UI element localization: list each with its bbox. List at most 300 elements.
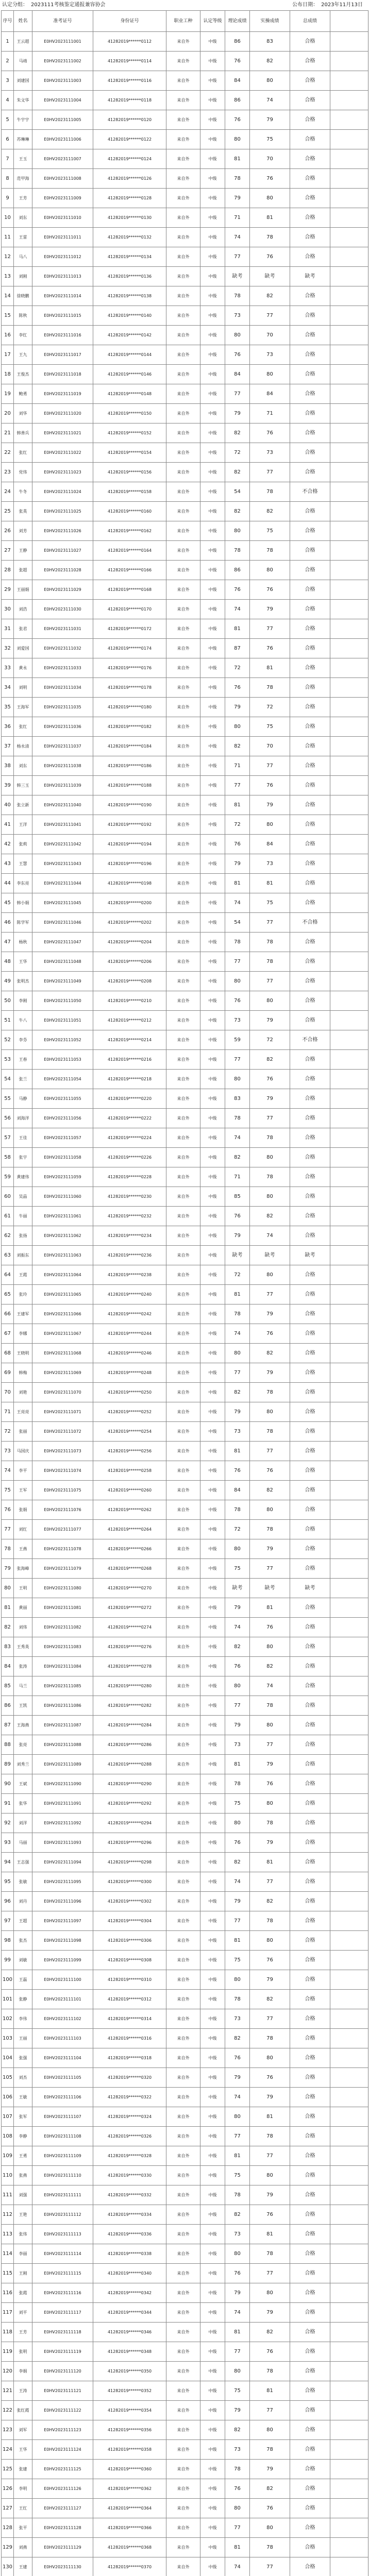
- cell-no: 51: [2, 1011, 14, 1030]
- cell-result: 合格: [290, 91, 330, 110]
- cell-blank: [330, 1951, 368, 1970]
- cell-theory: 81: [225, 1285, 250, 1304]
- cell-result: 缺考: [290, 1579, 330, 1598]
- cell-level: 中级: [200, 2107, 225, 2127]
- cell-no: 56: [2, 1109, 14, 1128]
- cell-blank: [330, 1970, 368, 1990]
- cell-level: 中级: [200, 600, 225, 619]
- table-row: [2, 32, 368, 52]
- cell-id-no: 41282019******0358: [93, 2440, 166, 2460]
- table-row: [2, 658, 368, 678]
- cell-practice: 70: [250, 149, 290, 169]
- cell-exam-no: E0HV2023111001: [32, 32, 93, 52]
- cell-theory: 72: [225, 815, 250, 835]
- cell-theory: 78: [225, 2185, 250, 2205]
- table-row: [2, 933, 368, 952]
- cell-theory: 78: [225, 1990, 250, 2009]
- cell-result: 合格: [290, 1285, 330, 1304]
- cell-result: 合格: [290, 2381, 330, 2401]
- cell-result: 合格: [290, 991, 330, 1011]
- cell-result: 合格: [290, 1011, 330, 1030]
- cell-theory: 86: [225, 91, 250, 110]
- cell-result: 缺考: [290, 1246, 330, 1265]
- cell-id-no: 41282019******0238: [93, 1265, 166, 1285]
- cell-exam-no: E0HV2023111095: [32, 1872, 93, 1892]
- cell-level: 中级: [200, 2225, 225, 2244]
- results-table: [1, 10, 368, 2576]
- cell-exam-no: E0HV2023111094: [32, 1853, 93, 1872]
- cell-result: 合格: [290, 2460, 330, 2479]
- table-row: [2, 893, 368, 913]
- cell-result: 合格: [290, 1520, 330, 1539]
- cell-no: 4: [2, 91, 14, 110]
- cell-blank: [330, 91, 368, 110]
- cell-no: 21: [2, 423, 14, 443]
- cell-name: 张明: [14, 2342, 32, 2362]
- cell-no: 100: [2, 1970, 14, 1990]
- cell-id-no: 41282019******0350: [93, 2362, 166, 2381]
- cell-theory: 73: [225, 1011, 250, 1030]
- table-row: [2, 423, 368, 443]
- cell-result: 合格: [290, 2499, 330, 2518]
- cell-job: 来自外: [166, 1755, 200, 1774]
- cell-theory: 77: [225, 384, 250, 404]
- table-row: [2, 71, 368, 91]
- cell-name: 王雷: [14, 228, 32, 247]
- table-row: [2, 1598, 368, 1618]
- cell-blank: [330, 130, 368, 149]
- cell-result: 合格: [290, 345, 330, 365]
- cell-level: 中级: [200, 1657, 225, 1676]
- cell-blank: [330, 2107, 368, 2127]
- table-row: [2, 541, 368, 561]
- cell-theory: 80: [225, 717, 250, 737]
- cell-exam-no: E0HV2023111093: [32, 1833, 93, 1853]
- cell-blank: [330, 619, 368, 639]
- cell-result: 合格: [290, 110, 330, 130]
- cell-exam-no: E0HV2023111092: [32, 1814, 93, 1833]
- cell-level: 中级: [200, 443, 225, 463]
- cell-no: 124: [2, 2440, 14, 2460]
- cell-level: 中级: [200, 502, 225, 521]
- cell-id-no: 41282019******0304: [93, 1911, 166, 1931]
- cell-no: 90: [2, 1774, 14, 1794]
- cell-no: 8: [2, 169, 14, 189]
- cell-id-no: 41282019******0132: [93, 228, 166, 247]
- cell-id-no: 41282019******0192: [93, 815, 166, 835]
- cell-blank: [330, 1324, 368, 1344]
- cell-blank: [330, 658, 368, 678]
- table-row: [2, 2518, 368, 2538]
- cell-job: 来自外: [166, 952, 200, 972]
- cell-name: 马静: [14, 1089, 32, 1109]
- cell-level: 中级: [200, 1481, 225, 1500]
- cell-exam-no: E0HV2023111002: [32, 52, 93, 71]
- cell-theory: 81: [225, 1755, 250, 1774]
- cell-job: 来自外: [166, 1304, 200, 1324]
- cell-name: 张涛: [14, 1657, 32, 1676]
- cell-theory: 76: [225, 678, 250, 698]
- cell-no: 33: [2, 658, 14, 678]
- table-row: [2, 1520, 368, 1539]
- cell-name: 黄丽: [14, 1598, 32, 1618]
- cell-result: 合格: [290, 1755, 330, 1774]
- table-row: [2, 1990, 368, 2009]
- cell-no: 27: [2, 541, 14, 561]
- cell-exam-no: E0HV2023111048: [32, 952, 93, 972]
- cell-no: 11: [2, 228, 14, 247]
- cell-level: 中级: [200, 756, 225, 776]
- cell-blank: [330, 933, 368, 952]
- cell-level: 中级: [200, 1011, 225, 1030]
- cell-name: 王春: [14, 1050, 32, 1070]
- cell-job: 来自外: [166, 2557, 200, 2576]
- cell-job: 来自外: [166, 1951, 200, 1970]
- cell-theory: 71: [225, 1167, 250, 1187]
- cell-blank: [330, 737, 368, 756]
- cell-practice: 80: [250, 561, 290, 580]
- table-row: [2, 698, 368, 717]
- table-row: [2, 1148, 368, 1167]
- cell-exam-no: E0HV2023111085: [32, 1676, 93, 1696]
- cell-job: 来自外: [166, 2088, 200, 2107]
- cell-result: 合格: [290, 1304, 330, 1324]
- cell-blank: [330, 815, 368, 835]
- cell-id-no: 41282019******0188: [93, 776, 166, 795]
- cell-theory: 76: [225, 1207, 250, 1226]
- cell-result: 合格: [290, 1442, 330, 1461]
- cell-name: 刘敏: [14, 1951, 32, 1970]
- cell-exam-no: E0HV2023111080: [32, 1579, 93, 1598]
- cell-exam-no: E0HV2023111028: [32, 561, 93, 580]
- cell-job: 来自外: [166, 1911, 200, 1931]
- cell-level: 中级: [200, 326, 225, 345]
- cell-no: 77: [2, 1520, 14, 1539]
- cell-theory: 79: [225, 854, 250, 874]
- cell-name: 王燕: [14, 1539, 32, 1559]
- cell-level: 中级: [200, 1814, 225, 1833]
- cell-id-no: 41282019******0320: [93, 2068, 166, 2088]
- cell-no: 104: [2, 2048, 14, 2068]
- cell-no: 12: [2, 247, 14, 267]
- cell-blank: [330, 1853, 368, 1872]
- cell-level: 中级: [200, 345, 225, 365]
- cell-practice: 74: [250, 1226, 290, 1246]
- cell-theory: 80: [225, 2499, 250, 2518]
- cell-practice: 78: [250, 1696, 290, 1716]
- cell-practice: 76: [250, 2342, 290, 2362]
- cell-practice: 80: [250, 2283, 290, 2303]
- cell-exam-no: E0HV2023111068: [32, 1344, 93, 1363]
- cell-id-no: 41282019******0294: [93, 1814, 166, 1833]
- cell-theory: 71: [225, 208, 250, 228]
- cell-exam-no: E0HV2023111042: [32, 835, 93, 854]
- cell-exam-no: E0HV2023111107: [32, 2107, 93, 2127]
- cell-level: 中级: [200, 2323, 225, 2342]
- cell-job: 来自外: [166, 1637, 200, 1657]
- cell-practice: 77: [250, 1735, 290, 1755]
- cell-theory: 77: [225, 1696, 250, 1716]
- cell-job: 来自外: [166, 1774, 200, 1794]
- cell-theory: 86: [225, 32, 250, 52]
- cell-result: 合格: [290, 1637, 330, 1657]
- cell-name: 王俊杰: [14, 365, 32, 384]
- cell-exam-no: E0HV2023111123: [32, 2420, 93, 2440]
- cell-result: 合格: [290, 619, 330, 639]
- cell-exam-no: E0HV2023111038: [32, 756, 93, 776]
- cell-level: 中级: [200, 1618, 225, 1637]
- cell-exam-no: E0HV2023111073: [32, 1442, 93, 1461]
- cell-name: 李明: [14, 2479, 32, 2499]
- cell-practice: 79: [250, 1833, 290, 1853]
- cell-result: 合格: [290, 639, 330, 658]
- cell-theory: 77: [225, 952, 250, 972]
- cell-practice: 缺考: [250, 267, 290, 286]
- cell-job: 来自外: [166, 1559, 200, 1579]
- cell-id-no: 41282019******0310: [93, 1970, 166, 1990]
- cell-id-no: 41282019******0244: [93, 1324, 166, 1344]
- cell-no: 125: [2, 2460, 14, 2479]
- cell-job: 来自外: [166, 2460, 200, 2479]
- cell-theory: 78: [225, 541, 250, 561]
- cell-exam-no: E0HV2023111096: [32, 1892, 93, 1911]
- cell-blank: [330, 1226, 368, 1246]
- cell-no: 10: [2, 208, 14, 228]
- cell-name: 韩善兵: [14, 423, 32, 443]
- table-row: [2, 443, 368, 463]
- cell-blank: [330, 1911, 368, 1931]
- cell-level: 中级: [200, 2146, 225, 2166]
- cell-job: 来自外: [166, 1207, 200, 1226]
- cell-name: 张兰: [14, 1070, 32, 1089]
- table-row: [2, 2048, 368, 2068]
- publish-date-value: 2023年11月13日: [321, 2, 363, 8]
- table-row: [2, 2479, 368, 2499]
- cell-blank: [330, 247, 368, 267]
- cell-level: 中级: [200, 2185, 225, 2205]
- cell-name: 刘爱国: [14, 639, 32, 658]
- cell-result: 合格: [290, 1951, 330, 1970]
- cell-name: 黄永: [14, 658, 32, 678]
- cell-job: 来自外: [166, 2303, 200, 2323]
- table-row: [2, 1872, 368, 1892]
- cell-name: 李东亮: [14, 874, 32, 893]
- cell-blank: [330, 2362, 368, 2381]
- cell-practice: 77: [250, 2264, 290, 2283]
- cell-name: 王敏: [14, 2088, 32, 2107]
- cell-no: 2: [2, 52, 14, 71]
- cell-exam-no: E0HV2023111114: [32, 2244, 93, 2264]
- cell-level: 中级: [200, 2205, 225, 2225]
- cell-job: 来自外: [166, 247, 200, 267]
- cell-no: 34: [2, 678, 14, 698]
- cell-exam-no: E0HV2023111115: [32, 2264, 93, 2283]
- cell-job: 来自外: [166, 1520, 200, 1539]
- cell-theory: 85: [225, 1187, 250, 1207]
- cell-theory: 80: [225, 326, 250, 345]
- cell-exam-no: E0HV2023111077: [32, 1520, 93, 1539]
- cell-theory: 80: [225, 1676, 250, 1696]
- table-row: [2, 1637, 368, 1657]
- cell-name: 刘明: [14, 678, 32, 698]
- cell-name: 徐晓鹏: [14, 286, 32, 306]
- cell-id-no: 41282019******0226: [93, 1148, 166, 1167]
- cell-job: 来自外: [166, 972, 200, 991]
- cell-exam-no: E0HV2023111081: [32, 1598, 93, 1618]
- table-row: [2, 2225, 368, 2244]
- cell-blank: [330, 1011, 368, 1030]
- cell-practice: 78: [250, 1383, 290, 1402]
- cell-no: 42: [2, 835, 14, 854]
- cell-no: 44: [2, 874, 14, 893]
- cell-id-no: 41282019******0360: [93, 2460, 166, 2479]
- cell-blank: [330, 2205, 368, 2225]
- cell-job: 来自外: [166, 913, 200, 933]
- cell-job: 来自外: [166, 698, 200, 717]
- cell-practice: 79: [250, 1363, 290, 1383]
- cell-practice: 80: [250, 1402, 290, 1422]
- cell-job: 来自外: [166, 1814, 200, 1833]
- cell-practice: 82: [250, 52, 290, 71]
- cell-id-no: 41282019******0234: [93, 1226, 166, 1246]
- cell-theory: 79: [225, 2401, 250, 2420]
- cell-id-no: 41282019******0222: [93, 1109, 166, 1128]
- cell-exam-no: E0HV2023111027: [32, 541, 93, 561]
- cell-name: 王凯: [14, 1696, 32, 1716]
- cell-theory: 82: [225, 502, 250, 521]
- cell-blank: [330, 1109, 368, 1128]
- cell-theory: 72: [225, 658, 250, 678]
- cell-result: 合格: [290, 952, 330, 972]
- cell-id-no: 41282019******0142: [93, 326, 166, 345]
- cell-no: 127: [2, 2499, 14, 2518]
- cell-level: 中级: [200, 835, 225, 854]
- cell-result: 缺考: [290, 267, 330, 286]
- cell-level: 中级: [200, 1500, 225, 1520]
- cell-exam-no: E0HV2023111019: [32, 384, 93, 404]
- cell-result: 合格: [290, 1481, 330, 1500]
- cell-name: 张华: [14, 1794, 32, 1814]
- cell-no: 53: [2, 1050, 14, 1070]
- cell-result: 合格: [290, 2205, 330, 2225]
- cell-id-no: 41282019******0318: [93, 2048, 166, 2068]
- table-row: [2, 228, 368, 247]
- cell-id-no: 41282019******0346: [93, 2323, 166, 2342]
- cell-theory: 80: [225, 2362, 250, 2381]
- cell-exam-no: E0HV2023111029: [32, 580, 93, 600]
- cell-exam-no: E0HV2023111089: [32, 1755, 93, 1774]
- cell-no: 29: [2, 580, 14, 600]
- cell-name: 王涛: [14, 2381, 32, 2401]
- cell-job: 来自外: [166, 1442, 200, 1461]
- cell-theory: 78: [225, 2460, 250, 2479]
- cell-exam-no: E0HV2023111112: [32, 2205, 93, 2225]
- cell-level: 中级: [200, 286, 225, 306]
- table-row: [2, 1716, 368, 1735]
- cell-no: 101: [2, 1990, 14, 2009]
- cell-exam-no: E0HV2023111030: [32, 600, 93, 619]
- cell-level: 中级: [200, 110, 225, 130]
- table-row: [2, 1422, 368, 1442]
- cell-id-no: 41282019******0118: [93, 91, 166, 110]
- cell-no: 76: [2, 1500, 14, 1520]
- cell-exam-no: E0HV2023111130: [32, 2557, 93, 2576]
- cell-blank: [330, 306, 368, 326]
- cell-practice: 81: [250, 1598, 290, 1618]
- cell-result: 合格: [290, 2303, 330, 2323]
- cell-name: 刘刚: [14, 267, 32, 286]
- cell-id-no: 41282019******0230: [93, 1187, 166, 1207]
- cell-practice: 76: [250, 2205, 290, 2225]
- cell-id-no: 41282019******0328: [93, 2146, 166, 2166]
- cell-job: 来自外: [166, 1070, 200, 1089]
- table-row: [2, 815, 368, 835]
- cell-name: 范甲海: [14, 169, 32, 189]
- cell-job: 来自外: [166, 189, 200, 208]
- cell-id-no: 41282019******0146: [93, 365, 166, 384]
- cell-blank: [330, 482, 368, 502]
- cell-id-no: 41282019******0370: [93, 2557, 166, 2576]
- cell-id-no: 41282019******0300: [93, 1872, 166, 1892]
- cell-result: 合格: [290, 149, 330, 169]
- table-row: [2, 1285, 368, 1304]
- cell-result: 合格: [290, 306, 330, 326]
- cell-blank: [330, 1207, 368, 1226]
- cell-blank: [330, 972, 368, 991]
- cell-no: 37: [2, 737, 14, 756]
- cell-result: 合格: [290, 874, 330, 893]
- cell-theory: 59: [225, 1030, 250, 1050]
- cell-name: 刘红: [14, 1520, 32, 1539]
- publish-date-label: 公布日期：: [292, 2, 318, 8]
- cell-result: 合格: [290, 228, 330, 247]
- cell-id-no: 41282019******0148: [93, 384, 166, 404]
- cell-theory: 77: [225, 2342, 250, 2362]
- cell-no: 45: [2, 893, 14, 913]
- cell-level: 中级: [200, 384, 225, 404]
- cell-blank: [330, 2499, 368, 2518]
- col-header-no: 序号: [2, 11, 14, 32]
- cell-id-no: 41282019******0312: [93, 1990, 166, 2009]
- col-header-job: 职业工种: [166, 11, 200, 32]
- cell-practice: 76: [250, 1951, 290, 1970]
- cell-practice: 78: [250, 1128, 290, 1148]
- cell-id-no: 41282019******0196: [93, 854, 166, 874]
- table-row: [2, 1931, 368, 1951]
- table-row: [2, 326, 368, 345]
- cell-practice: 71: [250, 404, 290, 423]
- cell-exam-no: E0HV2023111007: [32, 149, 93, 169]
- cell-blank: [330, 2009, 368, 2029]
- cell-result: 合格: [290, 326, 330, 345]
- cell-job: 来自外: [166, 384, 200, 404]
- header-bar: [0, 0, 369, 10]
- cell-result: 不合格: [290, 482, 330, 502]
- cell-exam-no: E0HV2023111082: [32, 1618, 93, 1637]
- cell-level: 中级: [200, 1716, 225, 1735]
- table-row: [2, 2420, 368, 2440]
- cell-id-no: 41282019******0228: [93, 1167, 166, 1187]
- cell-theory: 78: [225, 933, 250, 952]
- cell-result: 合格: [290, 247, 330, 267]
- cell-job: 来自外: [166, 502, 200, 521]
- cell-result: 合格: [290, 1853, 330, 1872]
- cell-job: 来自外: [166, 2538, 200, 2557]
- cell-exam-no: E0HV2023111074: [32, 1461, 93, 1481]
- cell-job: 来自外: [166, 2029, 200, 2048]
- cell-exam-no: E0HV2023111116: [32, 2283, 93, 2303]
- cell-blank: [330, 2538, 368, 2557]
